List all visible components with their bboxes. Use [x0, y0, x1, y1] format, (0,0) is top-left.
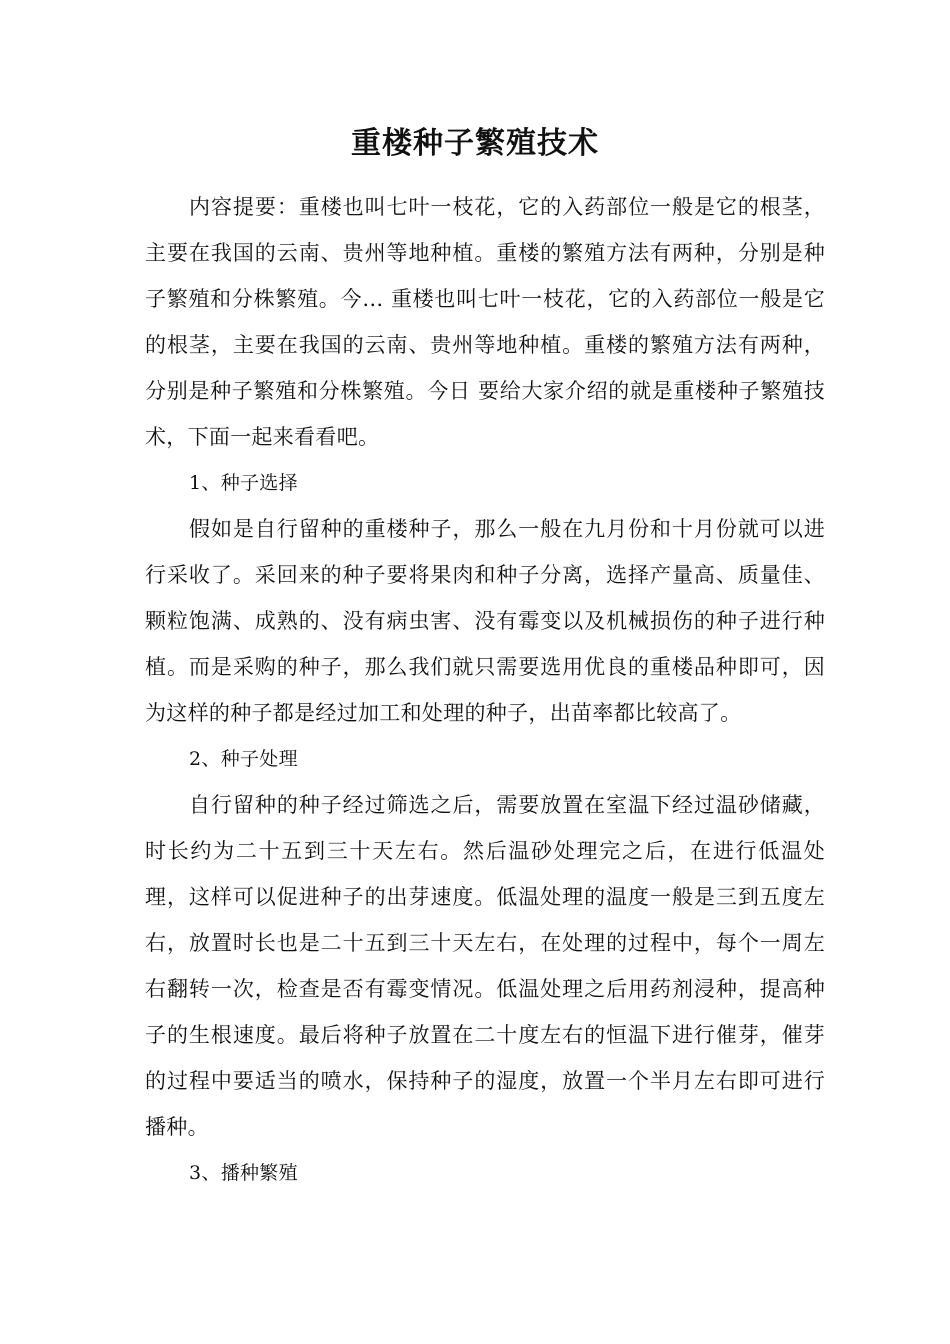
section-body-seed-selection: 假如是自行留种的重楼种子，那么一般在九月份和十月份就可以进行采收了。采回来的种子要将果肉和种子分离，选择产量高、质量佳、颗粒饱满、成熟的、没有病虫害、没有霉变以及机械损伤的种子进行种植。而是采购的种子，那么我们就只需要选用优良的重楼品种即可，因为这样的种子都是经过加工和处理的种子，出苗率都比较高了。: [145, 517, 825, 725]
section-heading-seed-selection: 1、种子选择: [189, 472, 298, 494]
document-title: 重楼种子繁殖技术: [351, 126, 599, 161]
section-heading-seed-treatment: 2、种子处理: [189, 748, 298, 770]
section-heading-sowing: 3、播种繁殖: [189, 1162, 298, 1184]
intro-paragraph: 内容提要：重楼也叫七叶一枝花，它的入药部位一般是它的根茎，主要在我国的云南、贵州等地种植。重楼的繁殖方法有两种，分别是种子繁殖和分株繁殖。今… 重楼也叫七叶一枝花，它的入药部位一般是它的根茎，主要在我国的云南、贵州等地种植。重楼的繁殖方法有两种，分别是种子繁殖和分株繁殖。今日 要给大家介绍的就是重楼种子繁殖技术，下面一起来看看吧。: [145, 195, 825, 449]
section-body-seed-treatment: 自行留种的种子经过筛选之后，需要放置在室温下经过温砂储藏，时长约为二十五到三十天左右。然后温砂处理完之后，在进行低温处理，这样可以促进种子的出芽速度。低温处理的温度一般是三到五度左右，放置时长也是二十五到三十天左右，在处理的过程中，每个一周左右翻转一次，检查是否有霉变情况。低温处理之后用药剂浸种，提高种子的生根速度。最后将种子放置在二十度左右的恒温下进行催芽，催芽的过程中要适当的喷水，保持种子的湿度，放置一个半月左右即可进行播种。: [145, 793, 825, 1139]
document-body: [145, 184, 825, 1196]
